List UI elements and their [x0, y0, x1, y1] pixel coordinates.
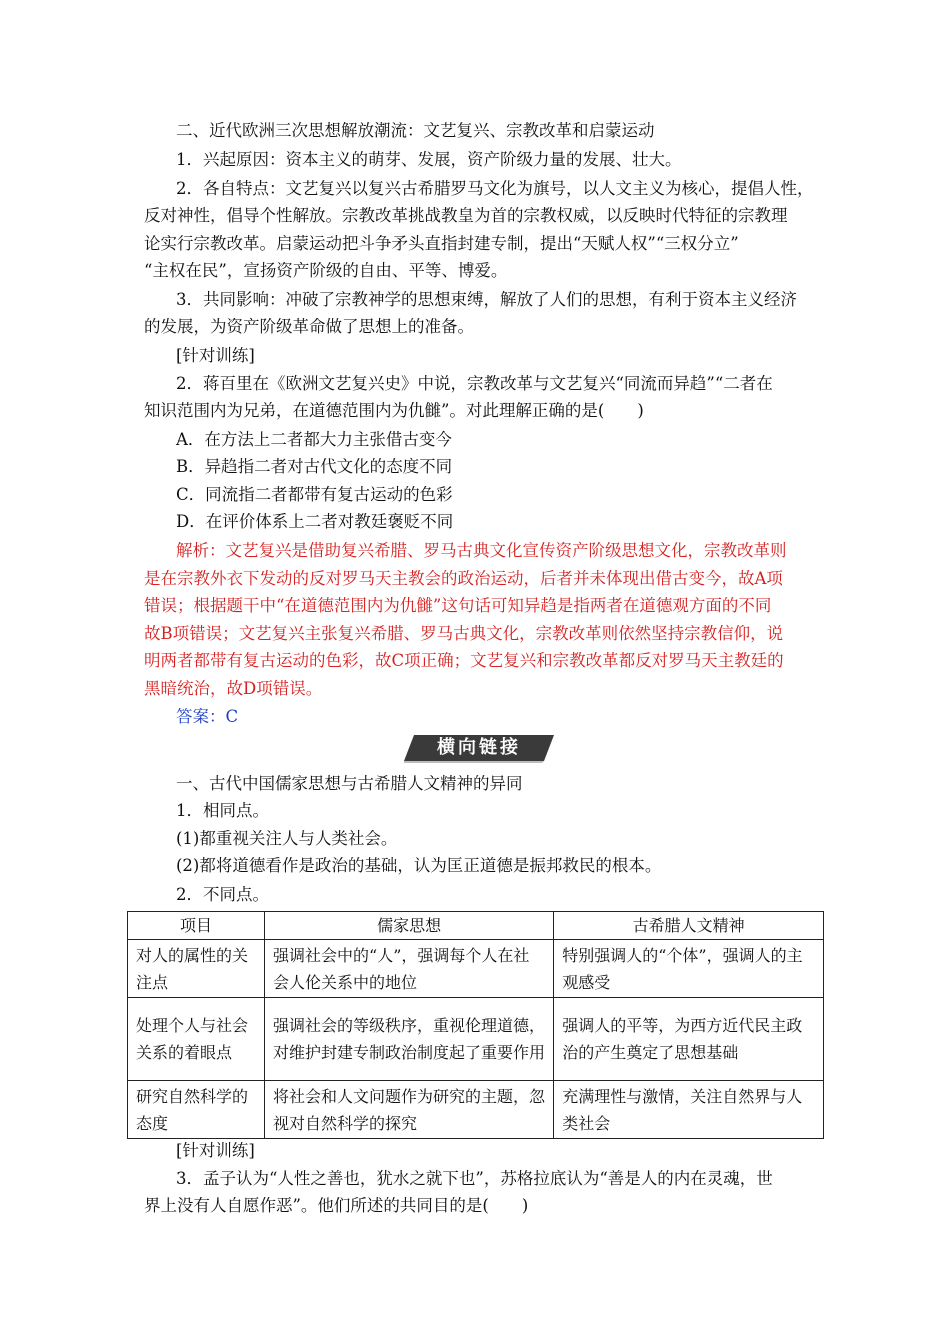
section-heading: 一、古代中国儒家思想与古希腊人文精神的异同: [176, 774, 523, 793]
question-text: 界上没有人自愿作恶”。他们所述的共同目的是( ): [144, 1196, 529, 1215]
training-label: [针对训练]: [176, 1141, 255, 1160]
table-cell: 强调人的平等，为西方近代民主政治的产生奠定了思想基础: [554, 998, 824, 1081]
table-cell: 将社会和人文问题作为研究的主题，忽视对自然科学的探究: [265, 1081, 554, 1139]
subheading: 1．相同点。: [176, 801, 269, 820]
paragraph: 2．各自特点：文艺复兴以复兴古希腊罗马文化为旗号，以人文主义为核心，提倡人性，: [176, 179, 814, 198]
subheading: 2．不同点。: [176, 885, 269, 904]
table-cell: 处理个人与社会关系的着眼点: [128, 998, 265, 1081]
table-cell: 对人的属性的关注点: [128, 940, 265, 998]
analysis-text: 错误；根据题干中“在道德范围内为仇雠”这句话可知异趋是指两者在道德观方面的不同: [144, 596, 772, 615]
question-text: 知识范围内为兄弟，在道德范围内为仇雠”。对此理解正确的是( ): [144, 401, 644, 420]
comparison-table: [127, 911, 824, 1139]
option-a: A．在方法上二者都大力主张借古变今: [176, 430, 452, 449]
table-row: [128, 940, 824, 998]
table-header: 项目: [128, 912, 265, 940]
paragraph: 的发展，为资产阶级革命做了思想上的准备。: [144, 317, 474, 336]
list-item: (1)都重视关注人与人类社会。: [176, 829, 398, 848]
analysis-text: 明两者都带有复古运动的色彩，故C项正确；文艺复兴和宗教改革都反对罗马天主教廷的: [144, 651, 784, 670]
question-text: 2．蒋百里在《欧洲文艺复兴史》中说，宗教改革与文艺复兴“同流而异趋”“二者在: [176, 374, 773, 393]
analysis-text: 黑暗统治，故D项错误。: [144, 679, 323, 698]
list-item: (2)都将道德看作是政治的基础，认为匡正道德是振邦救民的根本。: [176, 856, 662, 875]
analysis-text: 是在宗教外衣下发动的反对罗马天主教会的政治运动，后者并未体现出借古变今，故A项: [144, 569, 783, 588]
table-row: [128, 1081, 824, 1139]
training-label: [针对训练]: [176, 346, 255, 365]
table-cell: 强调社会的等级秩序，重视伦理道德，对维护封建专制政治制度起了重要作用: [265, 998, 554, 1081]
section-heading: 二、近代欧洲三次思想解放潮流：文艺复兴、宗教改革和启蒙运动: [176, 121, 655, 140]
table-row: [128, 998, 824, 1081]
table-cell: 强调社会中的“人”，强调每个人在社会人伦关系中的地位: [265, 940, 554, 998]
table-cell: 充满理性与激情，关注自然界与人类社会: [554, 1081, 824, 1139]
answer-text: 答案：C: [176, 707, 239, 726]
paragraph: 1．兴起原因：资本主义的萌芽、发展，资产阶级力量的发展、壮大。: [176, 150, 682, 169]
analysis-text: 解析：文艺复兴是借助复兴希腊、罗马古典文化宣传资产阶级思想文化，宗教改革则: [176, 541, 787, 560]
table-header: 古希腊人文精神: [554, 912, 824, 940]
section-banner: [404, 733, 554, 763]
table-header-row: [128, 912, 824, 940]
option-c: C．同流指二者都带有复古运动的色彩: [176, 485, 453, 504]
table-cell: 研究自然科学的态度: [128, 1081, 265, 1139]
paragraph: “主权在民”，宣扬资产阶级的自由、平等、博爱。: [144, 261, 508, 280]
paragraph: 3．共同影响：冲破了宗教神学的思想束缚，解放了人们的思想，有利于资本主义经济: [176, 290, 797, 309]
table-cell: 特别强调人的“个体”，强调人的主观感受: [554, 940, 824, 998]
option-d: D．在评价体系上二者对教廷褒贬不同: [176, 512, 454, 531]
question-text: 3．孟子认为“人性之善也，犹水之就下也”，苏格拉底认为“善是人的内在灵魂，世: [176, 1169, 773, 1188]
table-header: 儒家思想: [265, 912, 554, 940]
banner-title: 横向链接: [437, 737, 521, 758]
analysis-text: 故B项错误；文艺复兴主张复兴希腊、罗马古典文化，宗教改革则依然坚持宗教信仰，说: [144, 624, 784, 643]
option-b: B．异趋指二者对古代文化的态度不同: [176, 457, 453, 476]
paragraph: 反对神性，倡导个性解放。宗教改革挑战教皇为首的宗教权威，以反映时代特征的宗教理: [144, 206, 788, 225]
paragraph: 论实行宗教改革。启蒙运动把斗争矛头直指封建专制，提出“天赋人权”“三权分立”: [144, 234, 739, 253]
